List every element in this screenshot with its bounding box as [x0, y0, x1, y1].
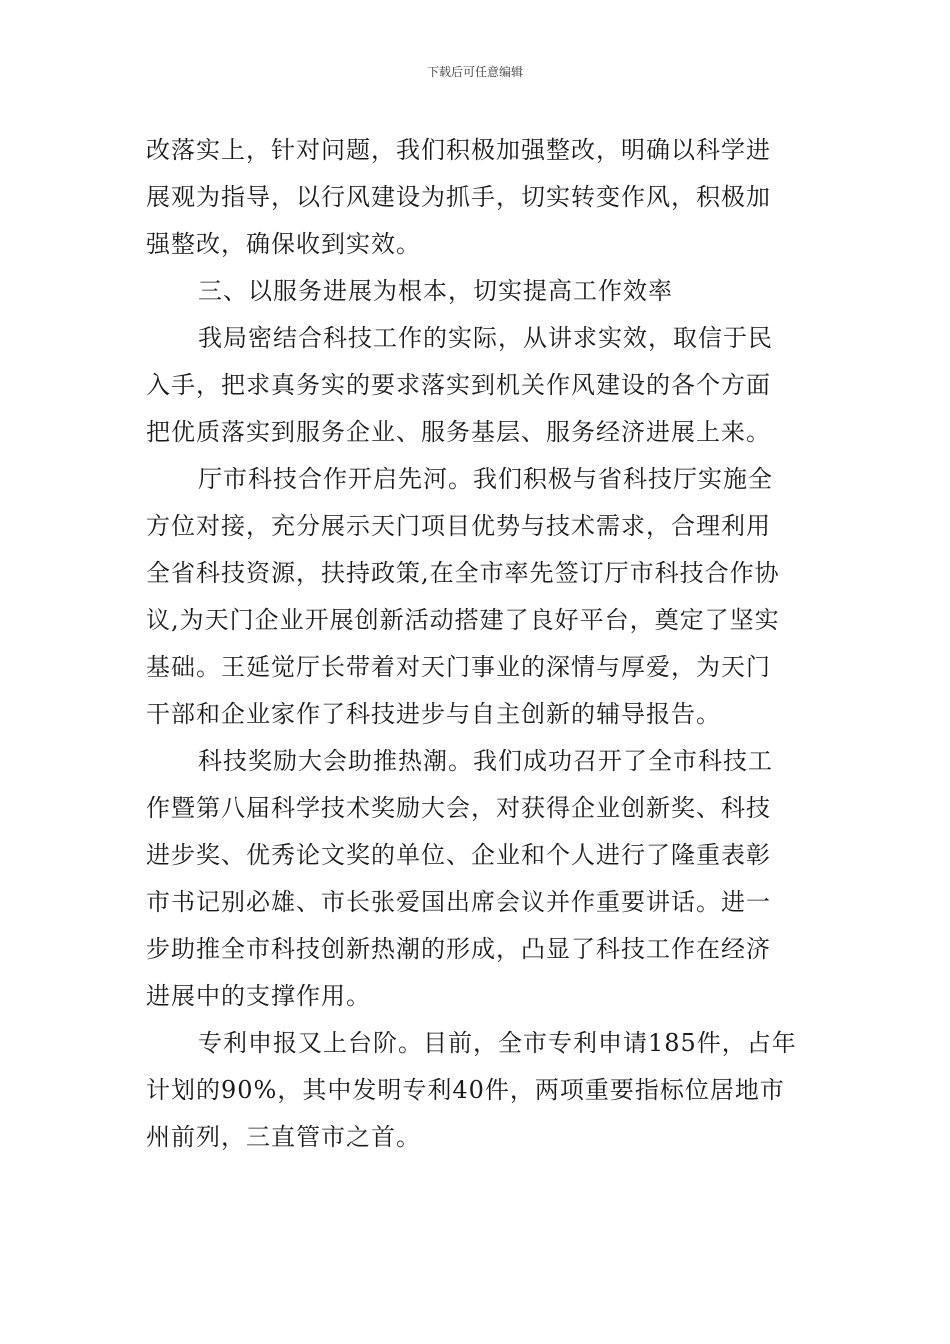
text-line: 专利申报又上台阶。目前，全市专利申请185件，占年	[198, 1029, 797, 1057]
text-line: 厅市科技合作开启先河。我们积极与省科技厅实施全	[198, 465, 773, 493]
section-heading: 三、以服务进展为根本，切实提高工作效率	[198, 277, 673, 305]
text-line: 方位对接，充分展示天门项目优势与技术需求，合理利用	[146, 512, 771, 540]
text-line: 改落实上，针对问题，我们积极加强整改，明确以科学进	[146, 136, 771, 164]
text-line: 科技奖励大会助推热潮。我们成功召开了全市科技工	[198, 747, 773, 775]
text-line: 州前列，三直管市之首。	[146, 1123, 421, 1151]
text-line: 干部和企业家作了科技进步与自主创新的辅导报告。	[146, 700, 721, 728]
text-line: 步助推全市科技创新热潮的形成，凸显了科技工作在经济	[146, 935, 771, 963]
text-line: 议,为天门企业开展创新活动搭建了良好平台，奠定了坚实	[146, 606, 780, 634]
page-header: 下载后可任意编辑	[426, 65, 523, 79]
text-line: 把优质落实到服务企业、服务基层、服务经济进展上来。	[146, 418, 771, 446]
text-line: 基础。王延觉厅长带着对天门事业的深情与厚爱，为天门	[146, 653, 771, 681]
text-line: 展观为指导，以行风建设为抓手，切实转变作风，积极加	[146, 183, 771, 211]
text-line: 全省科技资源，扶持政策,在全市率先签订厅市科技合作协	[146, 559, 780, 587]
text-line: 进展中的支撑作用。	[146, 982, 371, 1010]
text-line: 强整改，确保收到实效。	[146, 230, 421, 258]
text-line: 计划的90%，其中发明专利40件，两项重要指标位居地市	[146, 1076, 785, 1104]
text-line: 市书记别必雄、市长张爱国出席会议并作重要讲话。进一	[146, 888, 771, 916]
text-line: 进步奖、优秀论文奖的单位、企业和个人进行了隆重表彰	[146, 841, 771, 869]
text-line: 我局密结合科技工作的实际，从讲求实效，取信于民	[198, 324, 773, 352]
document-body	[146, 127, 816, 1161]
text-line: 作暨第八届科学技术奖励大会，对获得企业创新奖、科技	[146, 794, 771, 822]
text-line: 入手，把求真务实的要求落实到机关作风建设的各个方面	[146, 371, 771, 399]
